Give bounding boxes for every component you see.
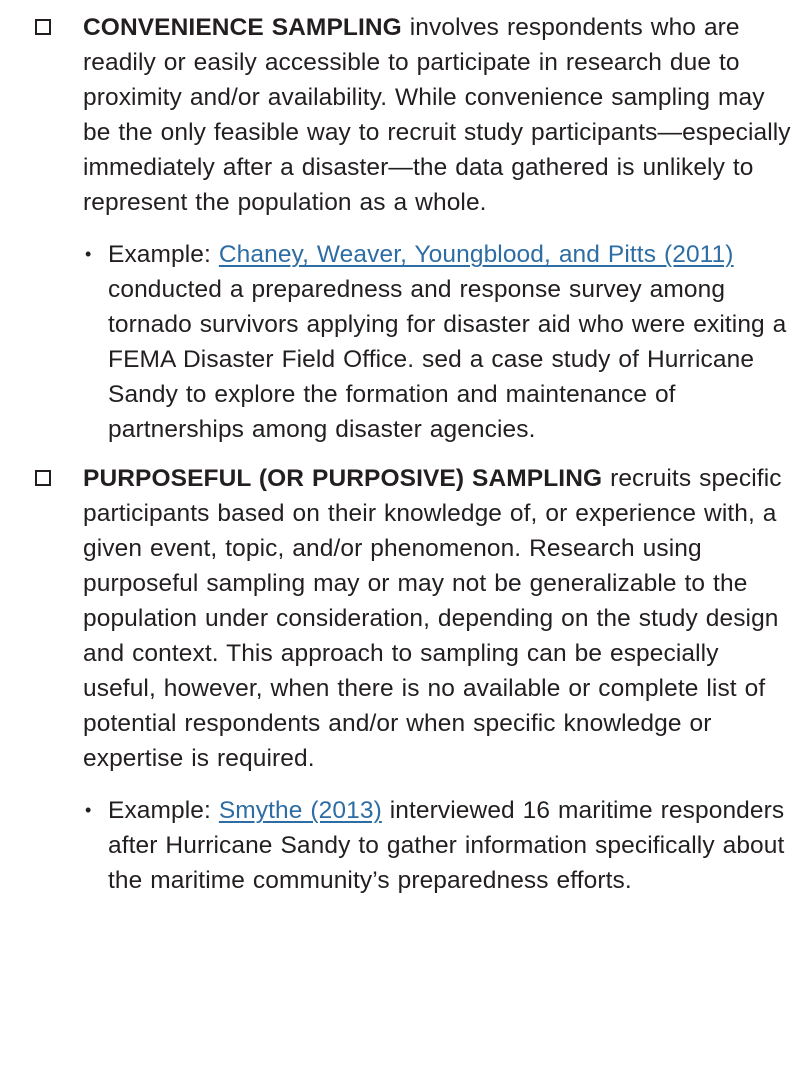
purposeful-sampling-example <box>83 793 794 898</box>
example-prefix: Example: <box>108 797 219 824</box>
convenience-sampling-checkbox[interactable] <box>35 19 51 35</box>
purposeful-sampling-section <box>0 461 802 898</box>
convenience-sampling-examples <box>83 237 794 447</box>
purposeful-sampling-term: PURPOSEFUL (OR PURPOSIVE) SAMPLING <box>83 465 603 492</box>
smythe-2013-link[interactable]: Smythe (2013) <box>218 797 382 824</box>
convenience-sampling-section <box>0 10 802 447</box>
convenience-sampling-definition <box>83 10 794 220</box>
chaney-2011-link[interactable]: Chaney, Weaver, Youngblood, and Pitts (2011) <box>218 241 734 268</box>
example-text: interviewed 16 maritime responders after Hurricane Sandy to gather information specifically about the maritime community’s preparedness efforts. <box>108 797 785 894</box>
purposeful-sampling-examples <box>83 793 794 898</box>
purposeful-sampling-definition <box>83 461 794 776</box>
example-text: conducted a preparedness and response survey among tornado survivors applying for disaster aid who were exiting a FEMA Disaster Field Office. sed a case study of Hurricane Sandy to explore the formation and maintenance of partnerships among disaster agencies. <box>108 276 787 443</box>
purposeful-sampling-description: recruits specific participants based on their knowledge of, or experience with, a given event, topic, and/or phenomenon. Research using purposeful sampling may or may not be generalizable to the population under consideration, depending on the study design and context. This approach to sampling can be especially useful, however, when there is no available or complete list of potential respondents and/or when specific knowledge or expertise is required. <box>83 465 782 772</box>
purposeful-sampling-checkbox[interactable] <box>35 470 51 486</box>
example-prefix: Example: <box>108 241 219 268</box>
bullet-icon: • <box>85 244 92 264</box>
convenience-sampling-example <box>83 237 794 447</box>
convenience-sampling-description: involves respondents who are readily or easily accessible to participate in research due to proximity and/or availability. While convenience sampling may be the only feasible way to recruit study participants—especially immediately after a disaster—the data gathered is unlikely to represent the population as a whole. <box>83 14 791 216</box>
convenience-sampling-term: CONVENIENCE SAMPLING <box>83 14 402 41</box>
bullet-icon: • <box>85 800 92 820</box>
